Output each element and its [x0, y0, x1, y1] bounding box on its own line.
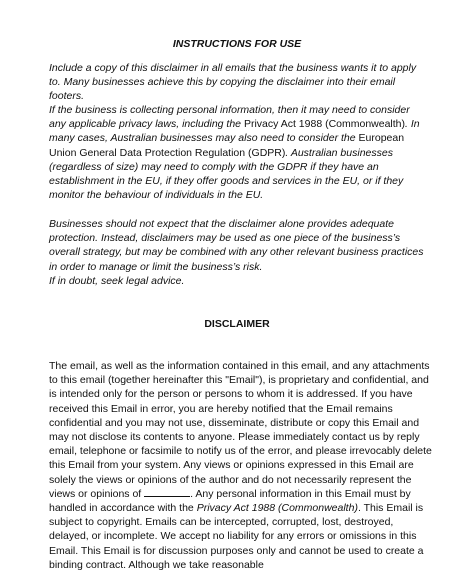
privacy-act-citation: Privacy Act 1988 (Commonwealth) [196, 502, 358, 515]
disclaimer-text-a: The email, as well as the information contained in this email, and any attachments to this email (together hereinafter this "Email"), is proprietary and confidential, and is intended only for the person or persons to whom it is addressed. If you have received this Email in error, you are hereby notified that the Email remains confidential and you may not use, disseminate, distribute or copy this Email and may not disclose its contents to anyone. Please immediately contact us by reply email, telephone or facsimile to notify us of the error, and please irrevocably delete this Email from your system. Any views or opinions expressed in this Email are solely the views or opinions of the author and do not necessarily represent the views or opinions of [49, 360, 432, 500]
instructions-paragraph-1: Include a copy of this disclaimer in all emails that the business wants it to apply to. Many businesses achieve this by copying the disclaimer into their email footers. [49, 62, 417, 103]
instructions-paragraph-2 [49, 103, 429, 202]
disclaimer-body [49, 359, 433, 572]
gdpr-reference: European Union General Data Protection Regulation (GDPR) [49, 132, 405, 159]
disclaimer-text-b: . Any personal information in this Email must by handled in accordance with the [49, 487, 411, 515]
instructions-heading: INSTRUCTIONS FOR USE [172, 38, 302, 50]
instructions-paragraph-3: Businesses should not expect that the disclaimer alone provides adequate protection. Instead, disclaimers may be used as one piece of the business’s overall strategy, but may be combined with any other relevant business practices in order to manage or limit the business’s risk. [49, 218, 424, 273]
p2-text-a: If the business is collecting personal information, then it may need to consider any applicable privacy laws, including the [49, 104, 410, 131]
privacy-act-reference: Privacy Act 1988 (Commonwealth) [243, 118, 406, 131]
disclaimer-heading: DISCLAIMER [204, 318, 270, 330]
disclaimer-text-d: . This Email is subject to copyright. Emails can be intercepted, corrupted, lost, destroyed, delayed, or incomplete. We accept no liability for any errors or omissions in this Email. This Email is for discussion purposes only and cannot be used to create a binding contract. Although we take reasonable [49, 502, 424, 571]
instructions-paragraph-4: If in doubt, seek legal advice. [49, 275, 185, 287]
company-name-blank [144, 487, 190, 497]
p2-text-e: . Australian businesses (regardless of size) may need to comply with the GDPR if they have an establishment in the EU, if they offer goods and services in the EU, or if they monitor the behaviour of individuals in the EU. [49, 146, 404, 202]
p2-text-c: . In many cases, Australian businesses may also need to consider the [49, 118, 420, 145]
